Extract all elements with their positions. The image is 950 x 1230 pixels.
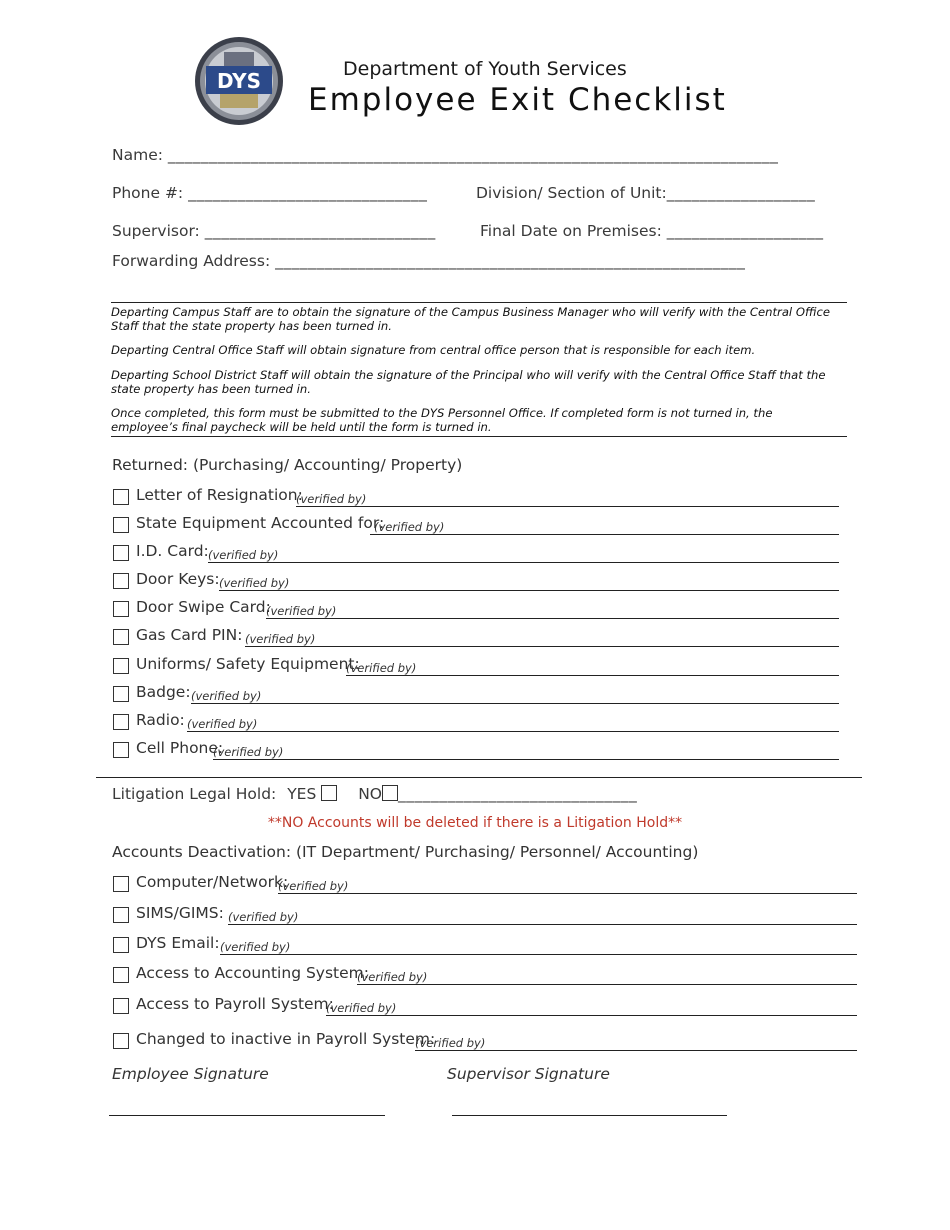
- verified-by-hint: (verified by): [357, 970, 428, 984]
- verified-by-hint: (verified by): [245, 632, 316, 646]
- verified-by-line[interactable]: [220, 936, 857, 955]
- item-label: DYS Email:: [136, 934, 220, 952]
- verified-by-line[interactable]: [187, 713, 839, 732]
- yes-checkbox[interactable]: [321, 785, 337, 801]
- verified-by-line[interactable]: [228, 906, 857, 925]
- returned-item-resignation: [113, 486, 839, 510]
- division-field[interactable]: [476, 184, 815, 202]
- supervisor-blank[interactable]: ____________________________: [204, 222, 436, 240]
- phone-blank[interactable]: _____________________________: [188, 184, 428, 202]
- supervisor-signature-line[interactable]: [452, 1115, 727, 1116]
- accounts-section-title: Accounts Deactivation: (IT Department/ Purchasing/ Personnel/ Accounting): [112, 843, 699, 861]
- final-date-label: Final Date on Premises:: [480, 222, 662, 240]
- verified-by-hint: (verified by): [415, 1036, 486, 1050]
- account-item-payroll: [113, 995, 857, 1019]
- verified-by-hint: (verified by): [278, 879, 349, 893]
- verified-by-hint: (verified by): [213, 745, 284, 759]
- checkbox[interactable]: [113, 489, 129, 505]
- verified-by-line[interactable]: [415, 1032, 857, 1051]
- department-name: Department of Youth Services: [343, 58, 627, 80]
- name-field[interactable]: [112, 146, 778, 164]
- returned-item-door-keys: [113, 570, 839, 594]
- yes-label: YES: [287, 785, 317, 803]
- employee-signature-label: Employee Signature: [112, 1065, 269, 1083]
- verified-by-hint: (verified by): [346, 661, 417, 675]
- checkbox[interactable]: [113, 517, 129, 533]
- item-label: Computer/Network:: [136, 873, 289, 891]
- checkbox[interactable]: [113, 907, 129, 923]
- verified-by-hint: (verified by): [374, 520, 445, 534]
- account-item-computer: [113, 873, 857, 897]
- forwarding-address-field[interactable]: [112, 252, 745, 270]
- instruction-note: Once completed, this form must be submitted to the DYS Personnel Office. If completed form is not turned in, the employee’s final paycheck will be held until the form is turned in.: [111, 406, 773, 434]
- checkbox[interactable]: [113, 714, 129, 730]
- verified-by-hint: (verified by): [187, 717, 258, 731]
- item-label: Cell Phone:: [136, 739, 224, 757]
- litigation-hold-row: [112, 785, 637, 803]
- section-divider: [96, 777, 862, 778]
- item-label: Door Swipe Card:: [136, 598, 271, 616]
- instruction-note: Departing Campus Staff are to obtain the signature of the Campus Business Manager who will verify with the Central Office Staff that the state property has been turned in.: [111, 305, 831, 333]
- item-label: Changed to inactive in Payroll System:: [136, 1030, 436, 1048]
- verified-by-line[interactable]: [326, 997, 857, 1016]
- checkbox[interactable]: [113, 937, 129, 953]
- checkbox[interactable]: [113, 545, 129, 561]
- account-item-payroll-inactive: [113, 1030, 857, 1054]
- item-label: Badge:: [136, 683, 191, 701]
- forwarding-blank[interactable]: _________________________________________________________: [275, 252, 746, 270]
- verified-by-line[interactable]: [370, 516, 839, 535]
- checkbox[interactable]: [113, 629, 129, 645]
- division-label: Division/ Section of Unit:: [476, 184, 667, 202]
- verified-by-line[interactable]: [278, 875, 857, 894]
- verified-by-hint: (verified by): [219, 576, 290, 590]
- dys-seal-logo: [194, 36, 284, 126]
- verified-by-line[interactable]: [357, 966, 857, 985]
- item-label: Access to Payroll System:: [136, 995, 334, 1013]
- verified-by-line[interactable]: [296, 488, 839, 507]
- verified-by-hint: (verified by): [191, 689, 262, 703]
- checkbox[interactable]: [113, 686, 129, 702]
- forwarding-label: Forwarding Address:: [112, 252, 271, 270]
- final-date-field[interactable]: [480, 222, 824, 240]
- checkbox[interactable]: [113, 742, 129, 758]
- returned-item-id-card: [113, 542, 839, 566]
- page-title: Employee Exit Checklist: [308, 82, 727, 118]
- verified-by-line[interactable]: [266, 600, 839, 619]
- verified-by-hint: (verified by): [228, 910, 299, 924]
- verified-by-line[interactable]: [208, 544, 839, 563]
- verified-by-line[interactable]: [245, 628, 839, 647]
- checkbox[interactable]: [113, 967, 129, 983]
- returned-item-radio: [113, 711, 839, 735]
- checkbox[interactable]: [113, 1033, 129, 1049]
- account-item-accounting: [113, 964, 857, 988]
- division-blank[interactable]: __________________: [666, 184, 816, 202]
- verified-by-hint: (verified by): [326, 1001, 397, 1015]
- litigation-blank[interactable]: _____________________________: [397, 785, 638, 803]
- litigation-warning: **NO Accounts will be deleted if there is a Litigation Hold**: [267, 815, 683, 831]
- item-label: SIMS/GIMS:: [136, 904, 224, 922]
- item-label: I.D. Card:: [136, 542, 209, 560]
- supervisor-field[interactable]: [112, 222, 436, 240]
- item-label: Access to Accounting System:: [136, 964, 369, 982]
- item-label: Door Keys:: [136, 570, 220, 588]
- item-label: Gas Card PIN:: [136, 626, 243, 644]
- checkbox[interactable]: [113, 998, 129, 1014]
- item-label: Radio:: [136, 711, 185, 729]
- returned-item-gas-card: [113, 626, 839, 650]
- returned-section-title: Returned: (Purchasing/ Accounting/ Property): [112, 456, 463, 474]
- verified-by-hint: (verified by): [208, 548, 279, 562]
- verified-by-hint: (verified by): [220, 940, 291, 954]
- account-item-sims: [113, 904, 857, 928]
- checkbox[interactable]: [113, 658, 129, 674]
- item-label: Uniforms/ Safety Equipment:: [136, 655, 360, 673]
- returned-item-badge: [113, 683, 839, 707]
- no-checkbox[interactable]: [382, 785, 398, 801]
- supervisor-signature-label: Supervisor Signature: [447, 1065, 610, 1083]
- instruction-note: Departing Central Office Staff will obtain signature from central office person that is responsible for each item.: [111, 343, 756, 357]
- verified-by-line[interactable]: [213, 741, 839, 760]
- verified-by-hint: (verified by): [296, 492, 367, 506]
- phone-label: Phone #:: [112, 184, 184, 202]
- supervisor-label: Supervisor:: [112, 222, 200, 240]
- instructions-block: [111, 302, 847, 437]
- account-item-email: [113, 934, 857, 958]
- instruction-note: Departing School District Staff will obtain the signature of the Principal who will verify with the Central Office Staff that the state property has been turned in.: [111, 368, 826, 396]
- litigation-label: Litigation Legal Hold:: [112, 785, 277, 803]
- name-blank[interactable]: __________________________________________________________________________: [167, 146, 779, 164]
- no-label: NO: [358, 785, 382, 803]
- final-date-blank[interactable]: ___________________: [666, 222, 824, 240]
- seal-text: DYS: [216, 69, 262, 93]
- checkbox[interactable]: [113, 573, 129, 589]
- name-label: Name:: [112, 146, 163, 164]
- checkbox[interactable]: [113, 601, 129, 617]
- verified-by-line[interactable]: [346, 657, 839, 676]
- item-label: State Equipment Accounted for:: [136, 514, 385, 532]
- phone-field[interactable]: [112, 184, 427, 202]
- verified-by-line[interactable]: [219, 572, 839, 591]
- returned-item-equipment: [113, 514, 839, 538]
- item-label: Letter of Resignation:: [136, 486, 303, 504]
- verified-by-line[interactable]: [191, 685, 839, 704]
- returned-item-swipe-card: [113, 598, 839, 622]
- returned-item-cell-phone: [113, 739, 839, 763]
- employee-signature-line[interactable]: [109, 1115, 385, 1116]
- verified-by-hint: (verified by): [266, 604, 337, 618]
- returned-item-uniforms: [113, 655, 839, 679]
- checkbox[interactable]: [113, 876, 129, 892]
